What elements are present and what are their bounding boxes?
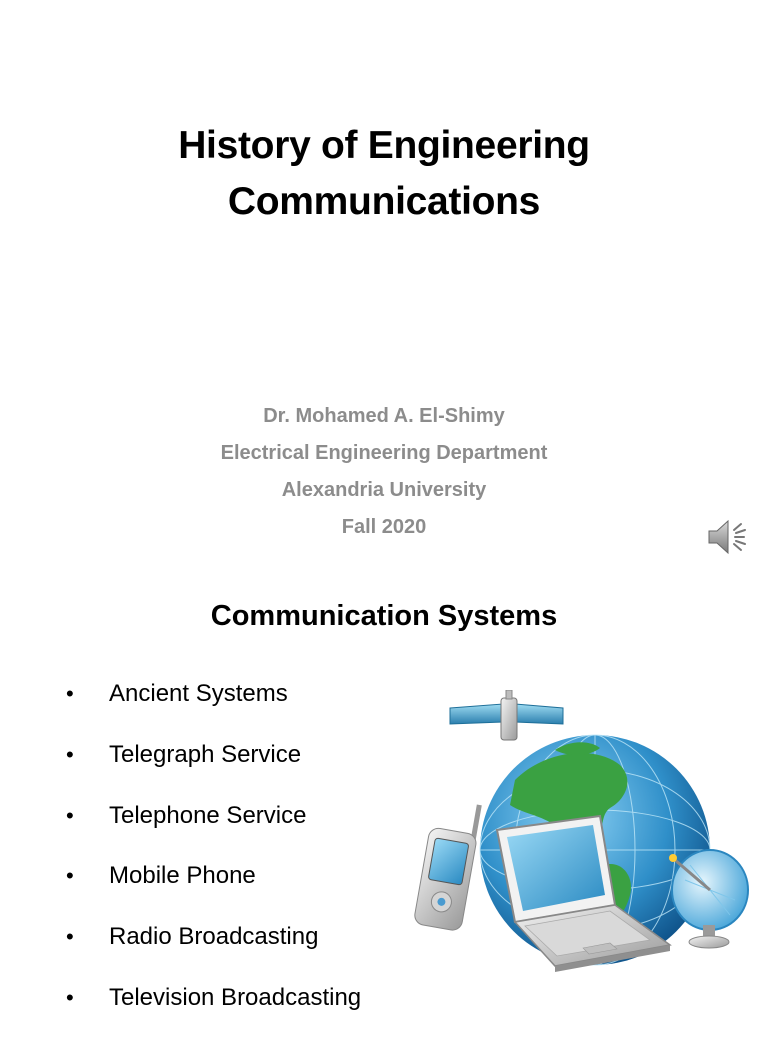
list-item-text: Radio Broadcasting <box>109 923 319 951</box>
bullet-dot: • <box>66 984 74 1010</box>
author-name: Dr. Mohamed A. El-Shimy <box>263 405 505 427</box>
satellite-icon <box>450 690 563 740</box>
bullet-dot: • <box>66 863 74 889</box>
list-item-text: Ancient Systems <box>109 680 288 707</box>
list-item <box>60 854 361 915</box>
list-item <box>60 733 361 794</box>
bullet-dot: • <box>66 924 74 950</box>
title-line-1: History of Engineering <box>178 124 590 167</box>
department: Electrical Engineering Department <box>220 442 548 464</box>
semester: Fall 2020 <box>341 516 427 538</box>
bullet-dot: • <box>66 741 74 767</box>
bullet-dot: • <box>66 681 74 706</box>
bullet-dot: • <box>66 802 74 828</box>
university: Alexandria University <box>281 479 487 501</box>
list-item-text: Telephone Service <box>109 801 307 829</box>
title-line-2: Communications <box>227 180 541 223</box>
slide-subtitle <box>0 398 768 546</box>
list-item-text: Mobile Phone <box>109 862 256 890</box>
list-item <box>60 976 361 1037</box>
slide-title <box>0 118 768 230</box>
communications-clipart <box>405 690 765 980</box>
list-item <box>60 915 361 976</box>
list-item <box>60 672 361 733</box>
mobile-phone-icon <box>413 797 482 931</box>
bullet-list <box>60 672 361 1037</box>
list-item-text: Television Broadcasting <box>109 983 362 1011</box>
speaker-icon[interactable] <box>706 516 752 558</box>
slide-title-2: Communication Systems <box>210 600 558 632</box>
list-item <box>60 794 361 855</box>
list-item-text: Telegraph Service <box>109 740 302 768</box>
satellite-dish-icon <box>669 850 748 948</box>
